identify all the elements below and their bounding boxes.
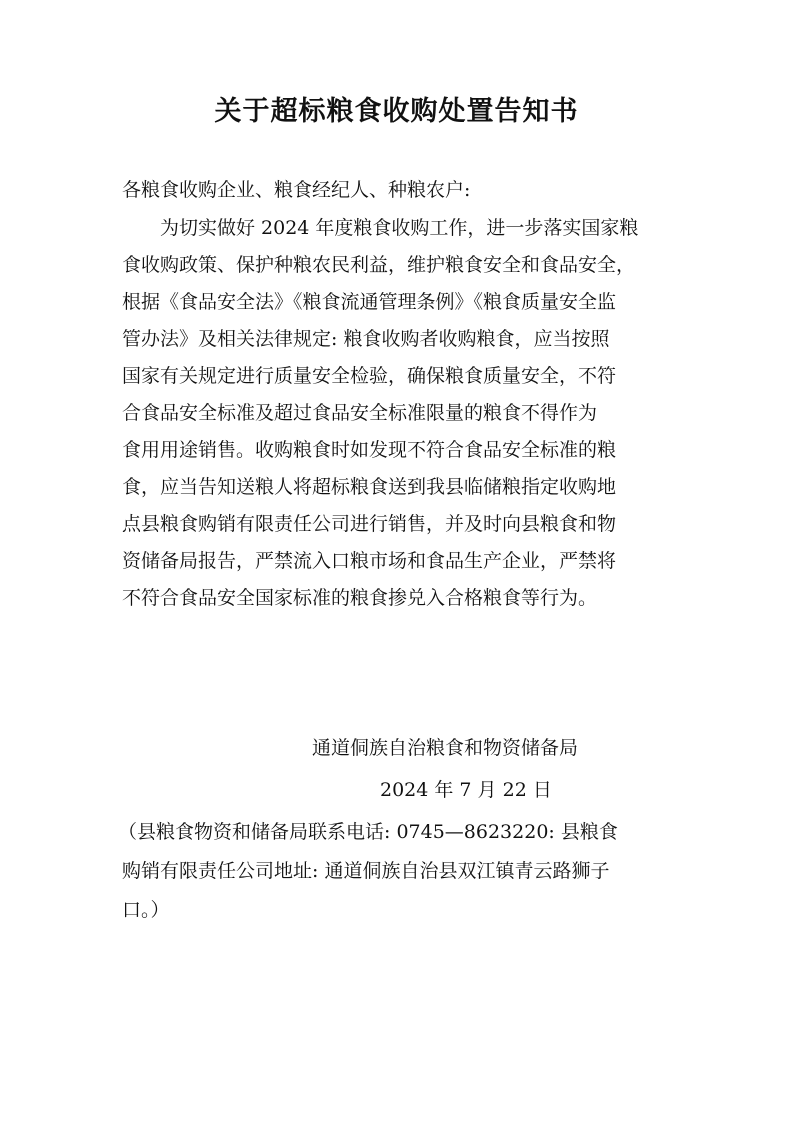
body-line: 不符合食品安全国家标准的粮食掺兑入合格粮食等行为。: [122, 587, 598, 609]
notice-title: 关于超标粮食收购处置告知书: [214, 96, 579, 127]
contact-line: 口。）: [122, 899, 170, 921]
contact-line: （县粮食物资和储备局联系电话: 0745—8623220: 县粮食: [118, 821, 618, 843]
body-line: 食收购政策、保护种粮农民利益，维护粮食安全和食品安全，: [122, 254, 636, 276]
body-line: 资储备局报告，严禁流入口粮市场和食品生产企业，严禁将: [122, 550, 617, 572]
body-line: 国家有关规定进行质量安全检验，确保粮食质量安全，不符: [122, 365, 617, 387]
body-line: 合食品安全标准及超过食品安全标准限量的粮食不得作为: [122, 402, 598, 424]
body-line: 根据《食品安全法》《粮食流通管理条例》《粮食质量安全监: [122, 291, 617, 313]
body-line: 食，应当告知送粮人将超标粮食送到我县临储粮指定收购地: [122, 476, 617, 498]
contact-line: 购销有限责任公司地址: 通道侗族自治县双江镇青云路狮子: [122, 860, 610, 882]
issuer-signature: 通道侗族自治粮食和物资储备局: [312, 737, 579, 759]
body-line: 为切实做好 2024 年度粮食收购工作，进一步落实国家粮: [160, 217, 639, 239]
body-line: 管办法》及相关法律规定: 粮食收购者收购粮食，应当按照: [122, 328, 610, 350]
salutation: 各粮食收购企业、粮食经纪人、种粮农户:: [122, 179, 471, 201]
issue-date: 2024 年 7 月 22 日: [380, 779, 552, 801]
body-line: 点县粮食购销有限责任公司进行销售，并及时向县粮食和物: [122, 513, 617, 535]
body-line: 食用用途销售。收购粮食时如发现不符合食品安全标准的粮: [122, 439, 617, 461]
